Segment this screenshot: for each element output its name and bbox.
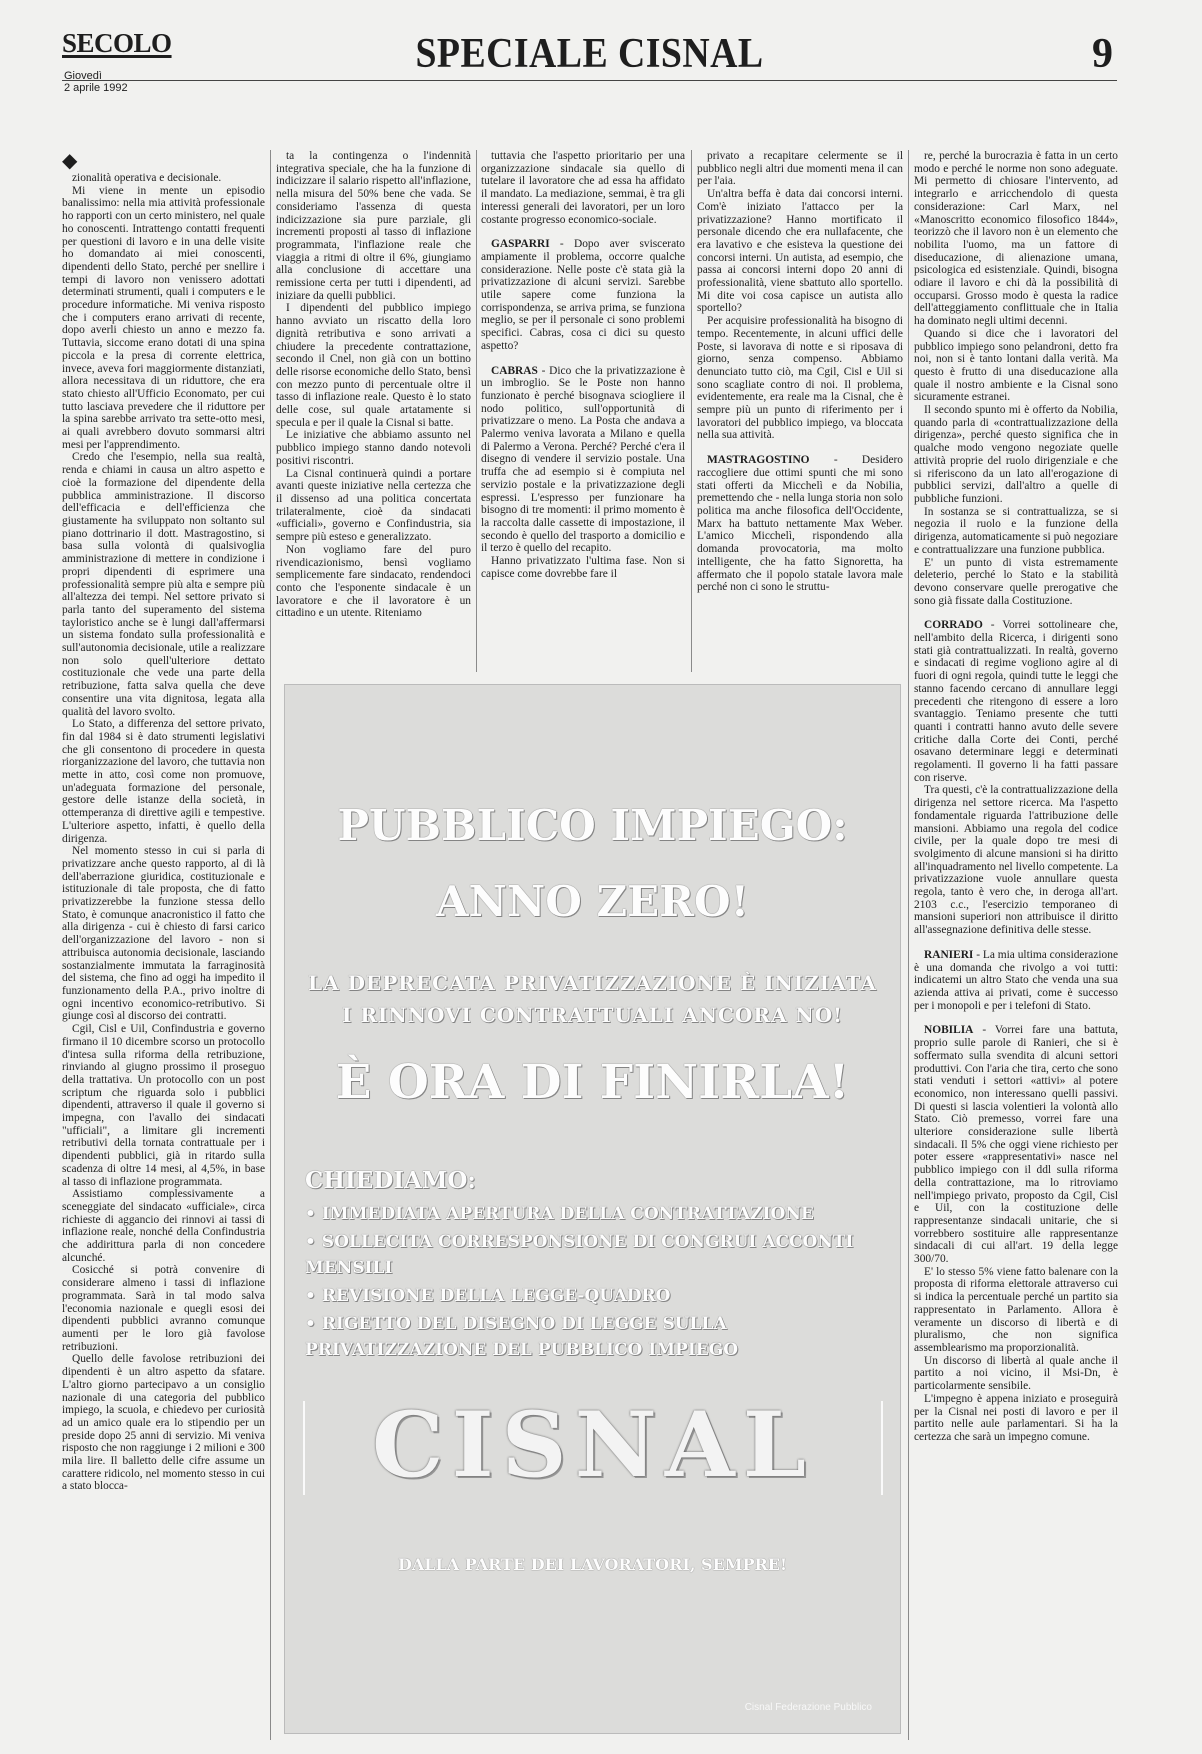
article-paragraph (914, 557, 1118, 608)
article-paragraph: Quello delle favolose retribuzioni dei dipendenti è un altro aspetto da sfatare. L'altro giorno partecipavo a un consiglio nazionale di una categoria del pubblico impiego, la scuola, e chiedevo per curiosità ad un amico quale era lo stipendio per un preside dopo 25 anni di servizio. Mi veniva risposto che non raggiunge i 2 milioni e 300 mila lire. Il balletto delle cifre assume un carattere ridicolo, nel momento stesso in cui a stato blocca- (62, 1353, 265, 1493)
article-paragraph (697, 188, 903, 315)
article-paragraph (914, 150, 1118, 328)
ad-credit: Cisnal Federazione Pubblico (744, 1702, 872, 1713)
publication-name: SECOLO (62, 28, 172, 58)
article-paragraph (914, 328, 1118, 404)
paragraph-text: - La mia ultima considerazione è una domanda che rivolgo a voi tutti: indicatemi un altro Stato che venda una sua azienda attiva ai privati, come è successo per i monopoli e per i telefoni di Stato. (914, 948, 1118, 1012)
paragraph-spacer (481, 226, 685, 238)
speaker-name: CABRAS (491, 364, 538, 377)
article-paragraph: Nel momento stesso in cui si parla di privatizzare anche questo rapporto, al di là dell'aberrazione giuridica, costituzionale e istituzionale di tale proposta, che di fatto privatizzerebbe la funzione stessa dello Stato, è comunque anacronistico il fatto che alla dirigenza - cui è chiesto di farsi carico dell'organizzazione del lavoro - non si attribuisca autonomia decisionale, lasciando sostanzialmente immutata la farraginosità del sistema, che fino ad oggi ha impedito il funzionamento della P.A., privo inoltre di ogni incentivo economico-retributivo. Si giunge così al discorso dei contratti. (62, 845, 265, 1023)
ad-demand-item: • IMMEDIATA APERTURA DELLA CONTRATTAZIONE (305, 1204, 814, 1224)
paragraph-text: In sostanza se si contrattualizza, se si negozia il ruolo e la funzione della dirigenza, automaticamente si può negoziare e contrattualizzare una funzione pubblica. (914, 505, 1118, 556)
article-paragraph: Cosicché si potrà convenire di considerare almeno i tassi di inflazione programmata. Sarà in tal modo salva l'economia nazionale e quegli esosi dei dipendenti pubblici avranno comunque aumenti per le loro già favolose retribuzioni. (62, 1264, 265, 1353)
article-column-2 (276, 150, 471, 670)
article-paragraph (914, 949, 1118, 1013)
article-paragraph (914, 784, 1118, 936)
column-rule (270, 150, 271, 1740)
paragraph-text: Per acquisire professionalità ha bisogno di tempo. Recentemente, in alcuni uffici delle Poste, si lavorava di notte e si riposava di giorno, senza compenso. Abbiamo denunciato tutto ciò, ma Cgil, Cisl e Uil si sono scagliate contro di noi. Il problema, evidentemente, era reale ma la Cisnal, che è sempre più un punto di riferimento per i lavoratori del pubblico impiego, va bloccata nella sua attività. (697, 315, 903, 442)
article-paragraph (914, 1393, 1118, 1444)
paragraph-text: Un'altra beffa è data dai concorsi interni. Com'è iniziato l'attacco per la privatizzazione? Hanno mortificato il personale dicendo che era nullafacente, che era lavativo e che esisteva la questione dei concorsi interni. Un autista, ad esempio, che passa ai concorsi interni dopo 20 anni di professionalità, viene sbattuto allo sportello. Mi dite voi cosa capisce un autista allo sportello? (697, 188, 903, 315)
ad-subheadline-rinnovi: I RINNOVI CONTRATTUALI ANCORA NO! (342, 1003, 843, 1027)
cisnal-logo (303, 1392, 883, 1498)
ad-demand-text: SOLLECITA CORRESPONSIONE DI CONGRUI ACCONTI MENSILI (305, 1232, 854, 1278)
article-paragraph (914, 1266, 1118, 1355)
column-rule (476, 150, 477, 672)
ad-demand-text: REVISIONE DELLA LEGGE-QUADRO (321, 1286, 671, 1306)
ad-demands-title: CHIEDIAMO: (305, 1167, 476, 1194)
article-column-5 (914, 150, 1118, 1740)
article-paragraph (914, 506, 1118, 557)
ad-subheadline-privatizzazione: LA DEPRECATA PRIVATIZZAZIONE È INIZIATA (308, 971, 877, 995)
left-arrow-icon: ◆ (62, 150, 78, 172)
article-paragraph (914, 404, 1118, 506)
article-column-3 (481, 150, 685, 670)
ad-headline-ora-di-finirla: È ORA DI FINIRLA! (335, 1055, 850, 1110)
article-paragraph (481, 150, 685, 226)
issue-date-text: 2 aprile 1992 (64, 82, 128, 94)
paragraph-spacer (481, 353, 685, 365)
ad-headline-anno-zero: ANNO ZERO! (435, 877, 750, 926)
speaker-name: RANIERI (924, 948, 974, 961)
speaker-name: GASPARRI (491, 238, 550, 251)
paragraph-text: privato a recapitare celermente se il pubblico negli altri due momenti mena il can per l'aia. (697, 150, 903, 188)
cisnal-advertisement (284, 684, 901, 1734)
ad-demand-item: • SOLLECITA CORRESPONSIONE DI CONGRUI ACCONTI MENSILI (305, 1232, 854, 1278)
ad-demands-list (305, 1201, 895, 1365)
paragraph-text: Un discorso di libertà al quale anche il partito a noi vicino, il Msi-Dn, è particolarmente sensibile. (914, 1354, 1118, 1393)
article-paragraph (481, 365, 685, 556)
paragraph-text: - Vorrei sottolineare che, nell'ambito della Ricerca, i dirigenti sono stati già contrattualizzati. In realtà, governo e sindacati di regime vogliono agire al di fuori di ogni regola, quindi tutte le leggi che stanno facendo cercano di annullare leggi precedenti che ritengono di essere a loro svantaggio. Teniamo presente che tutti quanti i contratti hanno avuto delle severe critiche dalla Corte dei Conti, perché osavano determinare leggi e determinati regolamenti. Il governo li ha fatti passare con riserve. (914, 619, 1118, 784)
masthead (62, 22, 1117, 94)
article-paragraph: Mi viene in mente un episodio banalissimo: nella mia attività professionale ho rapporti con un certo ministero, nel quale ho conoscenti. Intrattengo contatti frequenti per questioni di lavoro e in una delle visite ho domandato ai miei conoscenti, dipendenti dello Stato, perché per snellire i tempi di lavoro non venissero adottati determinati strumenti, quali i computers e le procedure informatiche. Mi veniva risposto che i computers erano arrivati di recente, dopo averli chiesto un anno e mezzo fa. Tuttavia, siccome erano dotati di una spina piccola e la presa di corrente elettrica, invece, aveva fori maggiormente distanziati, allora necessitava di un riduttore, che era stato chiesto all'Ufficio Economato, per cui tutto lasciava prevedere che il riduttore per la spina sarebbe arrivato tra sette-otto mesi, ai quali avrebbero dovuto sommarsi altri mesi per l'apprendimento. (62, 184, 265, 451)
article-paragraph: Cgil, Cisl e Uil, Confindustria e governo firmano il 10 dicembre scorso un protocollo d'intesa sulla riforma della retribuzione, rinviando al giugno prossimo il proseguo della trattativa. Un protocollo con un post scriptum che riguarda solo i pubblici dipendenti, attraverso il quale il governo si impegna, con l'avallo dei sindacati "ufficiali", a limitare gli incrementi retributivi della tornata contrattuale per i dipendenti pubblici, già in ritardo sulla scadenza di oltre 14 mesi, al 4,5%, in base al tasso di inflazione programmata. (62, 1023, 265, 1188)
article-paragraph (481, 555, 685, 580)
ad-demand-item: • REVISIONE DELLA LEGGE-QUADRO (305, 1286, 671, 1306)
article-paragraph (697, 150, 903, 188)
article-paragraph (914, 1355, 1118, 1393)
paragraph-text: L'impegno è appena iniziato e proseguirà per la Cisnal nei posti di lavoro e per il partito nelle aule parlamentari. Si ha la certezza che sarà un impegno comune. (914, 1392, 1118, 1443)
article-paragraph: ta la contingenza o l'indennità integrativa speciale, che ha la funzione di indicizzare il salario rispetto all'inflazione, nella misura del 50% bene che vada. Se consideriamo l'assenza di questa indicizzazione sia pure parziale, gli incrementi proposti al tasso di inflazione programmata, l'inflazione reale che viaggia a ritmi di oltre il 6%, giungiamo alla conclusione di accettare una remissione certa per tutti i dipendenti, ad iniziare da quelli pubblici. (276, 150, 471, 302)
ad-headline-pubblico-impiego: PUBBLICO IMPIEGO: (337, 801, 848, 850)
paragraph-text: Hanno privatizzato l'ultima fase. Non si capisce come dovrebbe fare il (481, 555, 685, 580)
ad-tagline: DALLA PARTE DEI LAVORATORI, SEMPRE! (397, 1555, 788, 1574)
article-paragraph: La Cisnal continuerà quindi a portare avanti queste iniziative nella certezza che il dissenso ad una politica concertata trilateralmente, cioè da sindacati «ufficiali», governo e Confindustria, sia sempre più esteso e generalizzato. (276, 467, 471, 544)
article-paragraph (697, 315, 903, 442)
paragraph-text: E' lo stesso 5% viene fatto balenare con la proposta di riforma elettorale attraverso cui si indica la percentuale perché un partito sia rappresentato in Parlamento. Allora è veramente un discorso di libertà e di pluralismo, che non significa assemblearismo ma proporzionalità. (914, 1265, 1118, 1354)
article-paragraph (481, 238, 685, 352)
paragraph-text: - Dopo aver sviscerato ampiamente il problema, occorre qualche considerazione. Nelle poste c'è stata già la privatizzazione di alcuni servizi. Sarebbe utile sapere come funziona la corrispondenza, se arriva prima, se funziona meglio, se per il personale ci sono problemi specifici. Cabras, cosa ci dici su questo aspetto? (481, 238, 685, 352)
page-number: 9 (1092, 31, 1113, 77)
paragraph-spacer (697, 442, 903, 454)
column-rule (908, 150, 909, 1740)
issue-day: Giovedì (64, 70, 102, 82)
speaker-name: CORRADO (924, 619, 983, 632)
speaker-name: NOBILIA (924, 1024, 974, 1037)
speaker-name: MASTRAGOSTINO (707, 454, 810, 467)
paragraph-text: Tra questi, c'è la contrattualizzazione della dirigenza nel settore ricerca. Ma l'aspetto fondamentale riguarda l'attribuzione delle mansioni. Abbiamo una regola del codice civile, per la quale dopo tre mesi di svolgimento di alcune mansioni si ha diritto all'inquadramento nel livello competente. La privatizzazione vuole annullare questa regola, tanto è vero che, in deroga all'art. 2103 c.c., l'esercizio temporaneo di mansioni superiori non attribuisce il diritto all'assegnazione definitiva delle stesse. (914, 784, 1118, 937)
article-paragraph: Lo Stato, a differenza del settore privato, fin dal 1984 si è dato strumenti legislativi che gli consentono di procedere in questa riorganizzazione del lavoro, che tuttavia non mette in atto, così come non promuove, un'adeguata formazione del personale, gestore delle istanze della società, in ottemperanza di direttive agili e tempestive. L'ulteriore aspetto, infatti, è quello della dirigenza. (62, 718, 265, 845)
article-paragraph: Non vogliamo fare del puro rivendicazionismo, bensì vogliamo semplicemente fare sindacato, rendendoci conto che l'esponente sindacale è un lavoratore e che il lavoratore è un cittadino e un utente. Riteniamo (276, 543, 471, 620)
cisnal-logo-text: CISNAL (371, 1392, 815, 1498)
column-rule (691, 150, 692, 672)
paragraph-text: re, perché la burocrazia è fatta in un certo modo e perché le norme non sono adeguate. Mi permetto di chiosare l'intervento, ad integrarlo e arricchendolo di questa considerazione: Carl Marx, nel «Manoscritto economico filosofico 1844», teorizzò che il lavoro non è un elemento che nobilita l'uomo, ma un fattore di diseducazione, di alienazione umana, psicologica ed esistenziale. Quindi, bisogna odiare il lavoro e chi dà la possibilità di occuparsi. Grosso modo è questa la radice dell'atteggiamento conflittuale che in Italia ha dominato negli ultimi decenni. (914, 150, 1118, 328)
ad-demand-text: RIGETTO DEL DISEGNO DI LEGGE SULLA PRIVATIZZAZIONE DEL PUBBLICO IMPIEGO (305, 1314, 739, 1360)
article-paragraph (914, 619, 1118, 784)
article-column-1 (62, 150, 265, 1740)
paragraph-text: - Vorrei fare una battuta, proprio sulle parole di Ranieri, che si è soffermato sulla svendita di alcuni settori produttivi. Con l'aria che tira, certo che sono stati venduti i settori «attivi» al potere economico, non interessano quelli passivi. Di questi si lascia volentieri la volontà allo Stato. Ciò premesso, vorrei fare una ulteriore considerazione sulle libertà sindacali. Il 5% che oggi viene richiesto per poter essere «rappresentativi» nasce nel pubblico impiego con il ddl sulla riforma della contrattazione, ma lo ritroviamo nell'impiego privato, proposto da Cgil, Cisl e Uil, con la costituzione delle rappresentanze sindacali unitarie, che si vorrebbero sostituire alle rappresentanze sindacali di cui all'art. 19 della legge 300/70. (914, 1024, 1118, 1266)
article-paragraph: Le iniziative che abbiamo assunto nel pubblico impiego stanno dando notevoli positivi riscontri. (276, 429, 471, 467)
article-paragraph: I dipendenti del pubblico impiego hanno avviato un riscatto della loro dignità retributiva e sono arrivati a chiudere la precedente contrattazione, secondo il Cnel, non già con un bottino delle risorse economiche dello Stato, bensì con mezzo punto di percentuale oltre il tasso di inflazione reale. Questo è lo stato delle cose, sul quale artatamente si specula e per il quale la Cisnal si batte. (276, 302, 471, 429)
paragraph-text: Il secondo spunto mi è offerto da Nobilia, quando parla di «contrattualizzazione della dirigenza», perché questo significa che in qualche modo vengono negoziate quelle attività proprie del ruolo dirigenziale e che si riferiscono da un lato all'erogazione di pubblici servizi, dall'altro a quelle di pubbliche funzioni. (914, 404, 1118, 505)
article-paragraph: Assistiamo complessivamente a sceneggiate del sindacato «ufficiale», circa richieste di aggancio dei rinnovi ai tassi di inflazione reale, nonché della Confindustria che addirittura parla di non concedere alcunché. (62, 1188, 265, 1264)
paragraph-text: tuttavia che l'aspetto prioritario per una organizzazione sindacale sia quello di tutelare il lavoratore che ad essa ha affidato il mandato. La mediazione, semmai, è tra gli interessi generali dei lavoratori, per un loro costante progresso economico-sociale. (481, 150, 685, 226)
article-column-4 (697, 150, 903, 670)
ad-demand-text: IMMEDIATA APERTURA DELLA CONTRATTAZIONE (321, 1204, 814, 1224)
paragraph-spacer (914, 607, 1118, 619)
paragraph-spacer (914, 1012, 1118, 1024)
article-paragraph: zionalità operativa e decisionale. (72, 172, 222, 184)
section-title: SPECIALE CISNAL (415, 31, 764, 77)
ad-demand-item: • RIGETTO DEL DISEGNO DI LEGGE SULLA PRIVATIZZAZIONE DEL PUBBLICO IMPIEGO (305, 1314, 739, 1360)
paragraph-text: - Dico che la privatizzazione è un imbroglio. Se le Poste non hanno funzionato è perché bisognava sciogliere il nodo politico, sull'opportunità di privatizzare o meno. La Posta che andava a Palermo veniva lavorata a Milano e quella di Palermo a Verona. Perché? Perché c'era il disegno di vendere il servizio postale. Una truffa che ad esempio si è compiuta nel servizio postale e la privatizzazione degli espressi. L'espresso per funzionare ha bisogno di tre momenti: il primo momento è la raccolta dalle cassette di impostazione, il secondo è quello del trasporto a domicilio e il terzo è quello del recapito. (481, 364, 685, 555)
article-paragraph (697, 454, 903, 594)
paragraph-text: E' un punto di vista estremamente deleterio, perché lo Stato e la stabilità devono conservare quelle prerogative che sono già fissate dalla Costituzione. (914, 556, 1118, 607)
article-paragraph: Credo che l'esempio, nella sua realtà, renda e chiami in causa un altro aspetto e cioè la formazione del dipendente della pubblica amministrazione. Il discorso dell'efficacia e dell'efficienza che giustamente ha sviluppato non soltanto sul piano dottrinario il dott. Mastragostino, si basa sulla volontà di qualsivoglia amministrazione di mettere in condizione i propri dipendenti di esprimere una professionalità sempre più alta e sempre più all'altezza dei tempi. Nel settore privato si parla tanto del superamento del sistema tayloristico anche se è lungi dall'affermarsi un sistema fondato sulla professionalità e sull'autonomia decisionale, utile a realizzare non solo quell'ulteriore dettato costituzionale che vede una parte della retribuzione, fatta salva quella che deve consentire una vita dignitosa, legata alla qualità del lavoro svolto. (62, 451, 265, 718)
paragraph-text: Quando si dice che i lavoratori del pubblico impiego sono pelandroni, detto fra noi, non si è tanto lontani dalla verità. Ma questo è frutto di una diseducazione alla quale il nostro ambiente e la Cisnal sono sicuramente estranei. (914, 327, 1118, 404)
column-1-body (62, 172, 265, 1493)
paragraph-text: - Desidero raccogliere due ottimi spunti che mi sono stati offerti da Micchelì e da Nobilia, premettendo che - nella lunga storia non solo politica ma anche filosofica dell'Occidente, Marx ha battuto nettamente Max Weber. L'amico Micchelì, rispondendo alla domanda provocatoria, ma molto intelligente, che ha fatto Signoretta, ha affermato che il popolo statale lavora male perché non ci sono le struttu- (697, 454, 903, 594)
article-paragraph (914, 1024, 1118, 1265)
paragraph-spacer (914, 937, 1118, 949)
